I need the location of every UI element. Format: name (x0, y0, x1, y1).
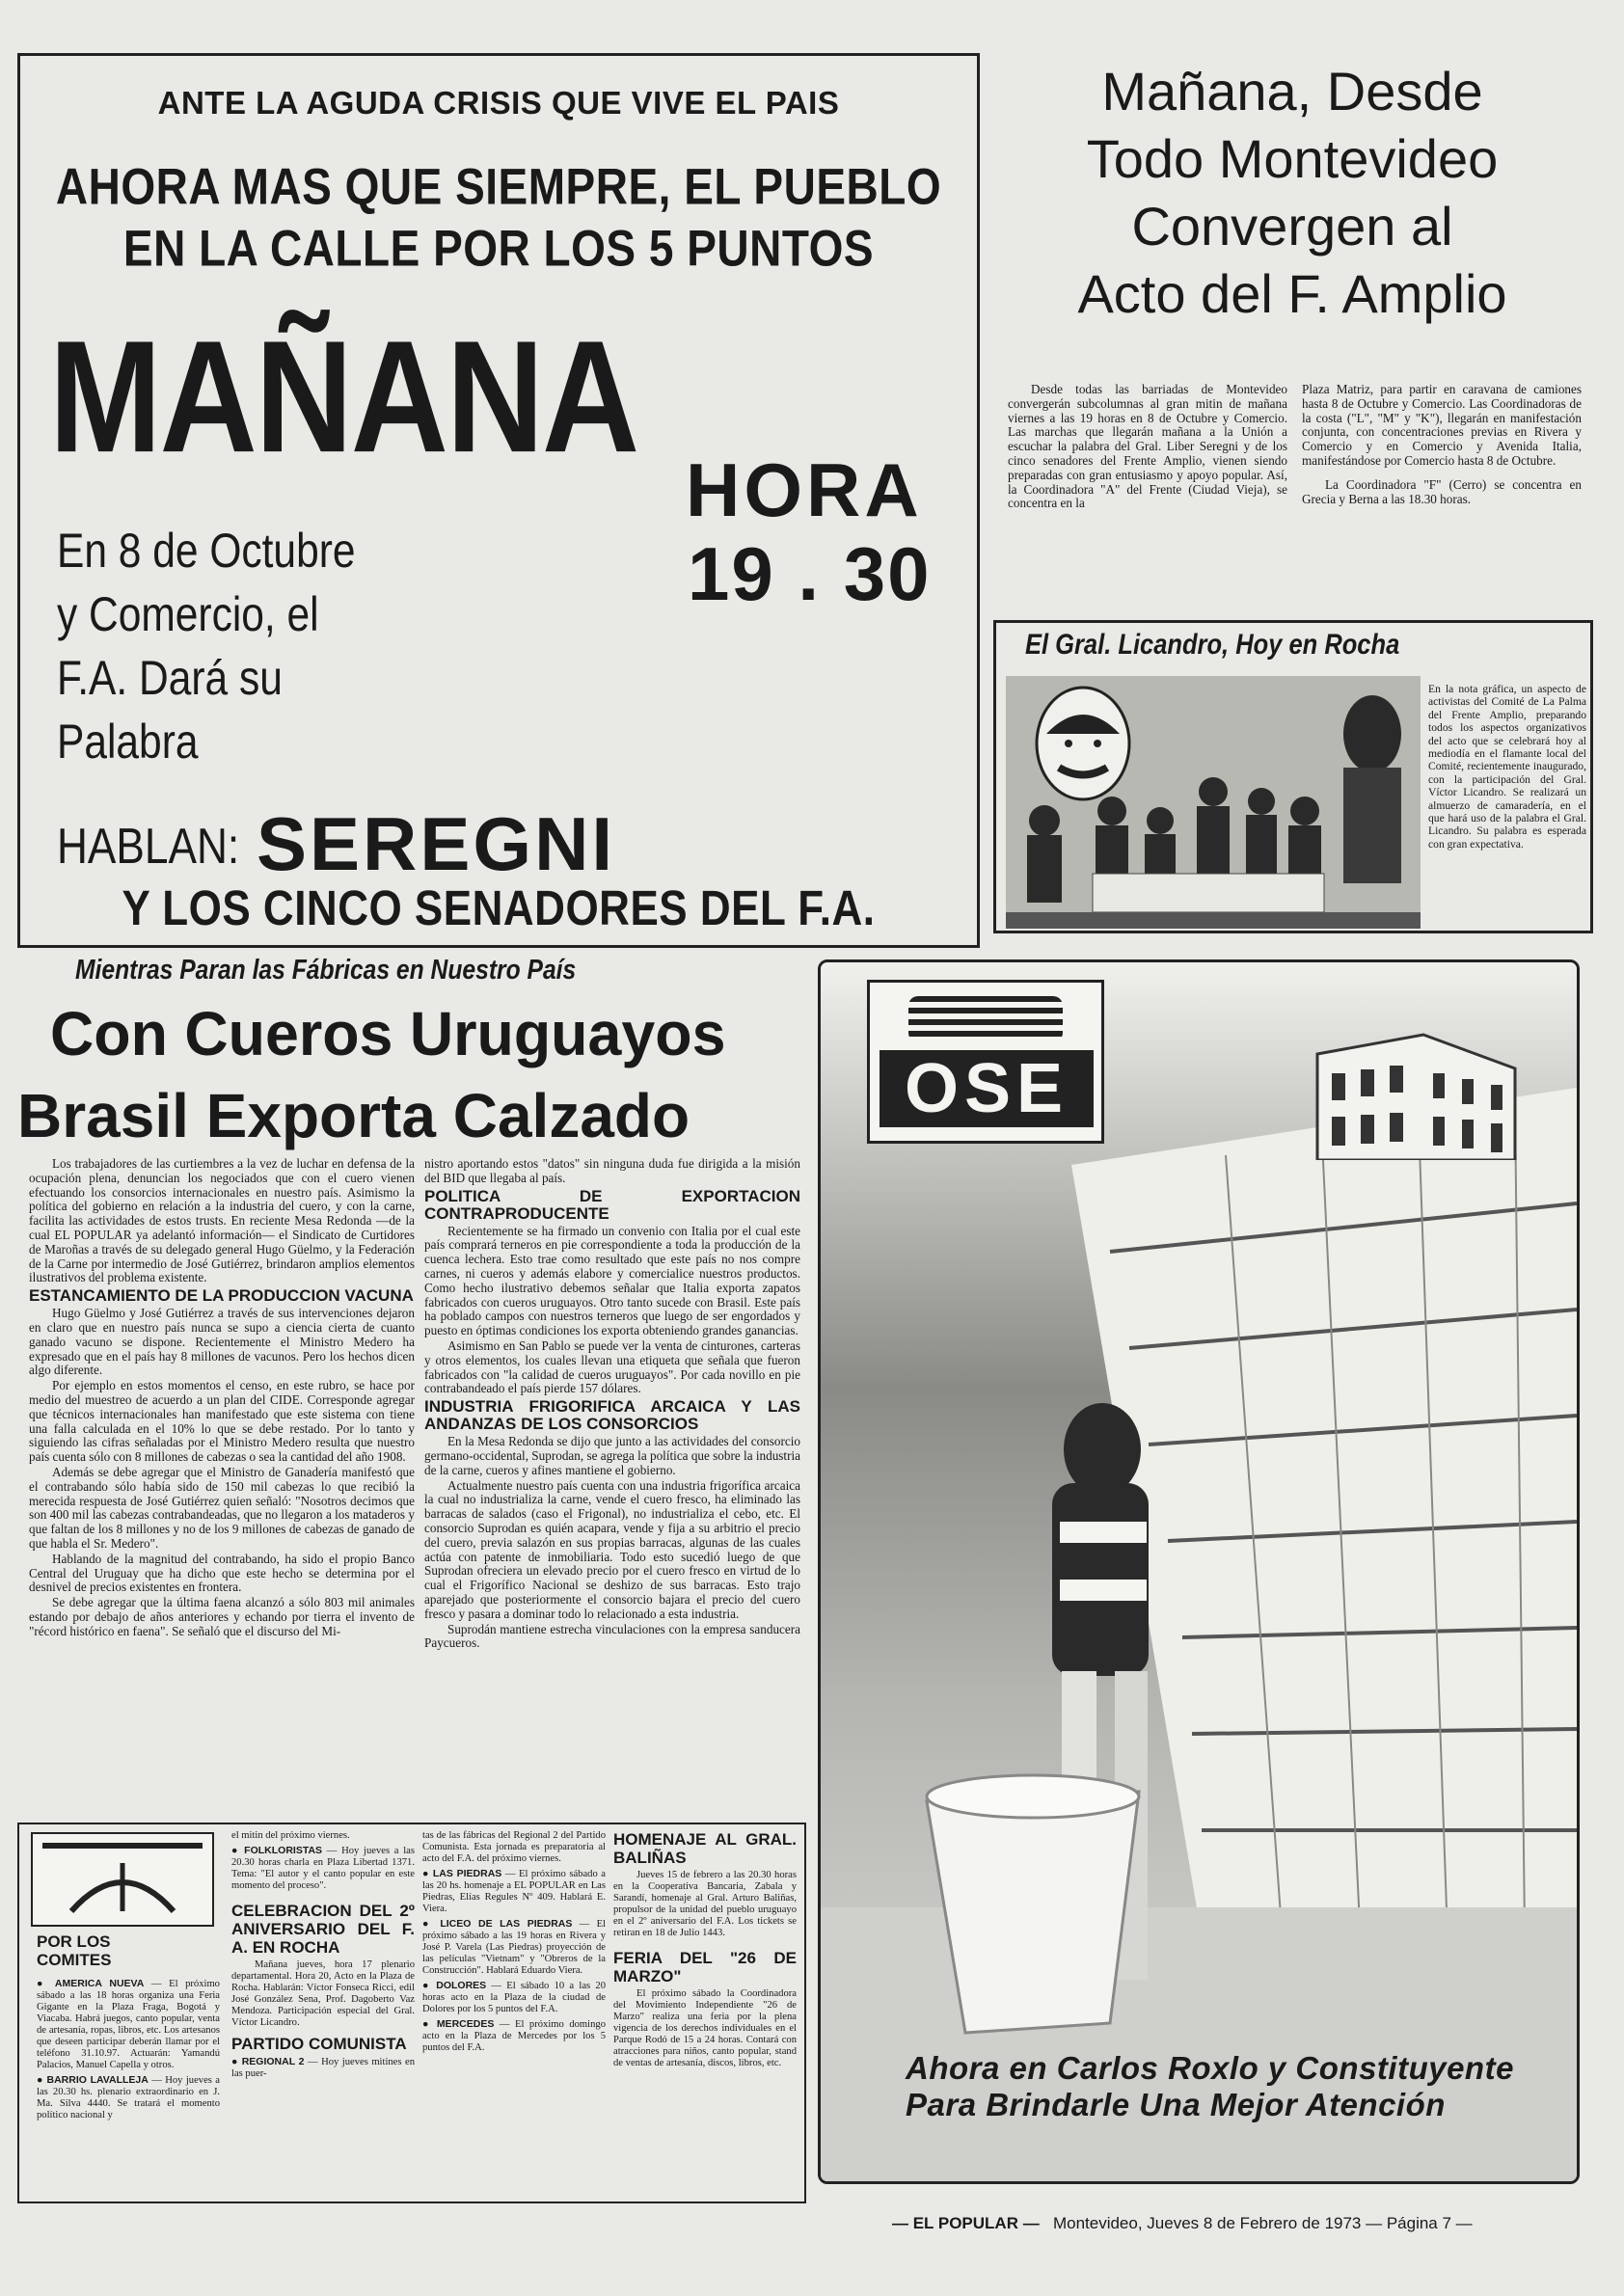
fa-headline-line: Convergen al (1131, 196, 1453, 257)
ad-place-line: y Comercio, el (57, 587, 319, 641)
fa-col2 (1302, 383, 1582, 507)
cueros-headline-2: Brasil Exporta Calzado (17, 1081, 690, 1150)
comites-item: ● LICEO DE LAS PIEDRAS — El próximo sábado a las 19 horas en Rivera y José P. Varela (Las Piedras) proyección de las películas "Vietnam" y "Obreros de la Construcción". Hablará Eduardo Viera. (422, 1918, 606, 1976)
comites-col2 (231, 1830, 415, 2080)
licandro-photo-image (1006, 676, 1421, 929)
comites-item: ● AMERICA NUEVA — El próximo sábado a las 18 horas organiza una Feria Gigante en la Plaza Fraga, Bogotá y Viacaba. Habrá juegos, canto popular, venta de artesanía, ropas, libros, etc. Los artesanos que deseen participar deberán llamar por el teléfono 31.10.97. Actuarán: Yamandú Palacios, Manuel Capella y otros. (37, 1978, 220, 2070)
cueros-paragraph: Actualmente nuestro país cuenta con una industria frigorífica arcaica la cual no industrializa la carne, vende el cuero fresco, ha eliminado las barracas de salados (caso el Frigonal), no industrializa el cebo, etc. El consorcio Suprodan es quién acapara, vende y fija a su arbitrio el precio del cuero, previa salazón en sus propias barracas, algunas de las cuales actúa con patente de inmobiliaria. Todo esto sucedió luego de que Suprodan ofreciera un elevado precio por el cuero fresco en virtud de lo cual el Frigorífico Nacional se deshizo de sus barracas. Esto trajo aparejado que posteriormente el consorcio bajara el precio del cuero fresco y pasara a dominar todo lo relacionado a esta industria. (424, 1477, 800, 1621)
ose-logo-text: OSE (880, 1050, 1094, 1127)
ad-senadores: Y LOS CINCO SENADORES DEL F.A. (122, 881, 876, 936)
ad-line3: EN LA CALLE POR LOS 5 PUNTOS (122, 219, 875, 277)
cueros-paragraph: En la Mesa Redonda se dijo que junto a las actividades del consorcio germano-occidental, Suprodan, se agrega la política que sobre la industria de la carne, cueros y afines mantiene el gobierno. (424, 1434, 800, 1477)
comites-item: ● MERCEDES — El próximo domingo acto en la Plaza de Mercedes por los 5 puntos del F.A. (422, 2018, 606, 2053)
ose-ad (818, 959, 1580, 2184)
homenaje-text: Jueves 15 de febrero a las 20.30 horas en la Cooperativa Bancaria, Zabala y Sarandí, homenaje al Gral. Arturo Baliñas, propulsor de la unidad del pueblo uruguayo en el 2º aniversario del F.A. Los tickets se retiran en 18 de Julio 1443. (613, 1870, 797, 1938)
comites-item: ● BARRIO LAVALLEJA — Hoy jueves a las 20.30 hs. plenario extraordinario en J. Ma. Silva 4440. Se tratará el momento político nacional y (37, 2074, 220, 2120)
aniversario-text: Mañana jueves, hora 17 plenario departamental. Hora 20, Acto en la Plaza de Rocha. Hablarán: Víctor Fonseca Ricci, edil José González Sena, Prof. Dagoberto Vaz Mendoza. Participación especial del Gral. Víctor Licandro. (231, 1959, 415, 2028)
cueros-paragraph: Los trabajadores de las curtiembres a la vez de luchar en defensa de la ocupación plena, denuncian los negociados que con el cuero vienen efectuando los consorcios internacionales en nuestro país. Asimismo la política del gobierno en relación a la industria del cuero, y con la carne, facilita las actividades de estos trusts. En reciente Mesa Redonda —de la cual EL POPULAR ya adelantó información— el Sindicato de Curtidores de Maroñas a través de su delegado general Hugo Güelmo, y la Federación de la Carne por intermedio de José Gutiérrez, brindaron amplios elementos ilustrativos del problema existente. (29, 1156, 415, 1285)
rally-ad (17, 53, 980, 948)
ose-old-building (1308, 1015, 1520, 1160)
ad-place-line: En 8 de Octubre (57, 524, 356, 578)
homenaje-title: HOMENAJE AL GRAL. BALIÑAS (613, 1830, 797, 1867)
cueros-paragraph: Hablando de la magnitud del contrabando, ha sido el propio Banco Central del Uruguay que ha dicho que este hecho se determina por el desnivel de precios existentes en frontera. (29, 1551, 415, 1595)
cueros-subhead: ESTANCAMIENTO DE LA PRODUCCION VACUNA (29, 1286, 414, 1306)
ad-hablan: HABLAN: (57, 819, 240, 875)
comites-col3-top: tas de las fábricas del Regional 2 del Partido Comunista. Esta jornada es preparatoria al acto del F.A. del próximo viernes. (422, 1830, 606, 1864)
ad-line2: AHORA MAS QUE SIEMPRE, EL PUEBLO (55, 157, 942, 215)
cueros-paragraph: Se debe agregar que la última faena alcanzó a sólo 803 mil animales estando por debajo de años anteriores y echando por tierra el invento de "récord histórico en faena". Se señaló que el discurso del Mi- (29, 1595, 415, 1638)
comites-item: ● LAS PIEDRAS — El próximo sábado a las 20 hs. homenaje a EL POPULAR en Las Piedras, Elías Regules Nº 409. Hablará E. Viera. (422, 1868, 606, 1914)
comites-item-text: El próximo domingo acto en la Plaza de Mercedes por los 5 puntos del F.A. (422, 2019, 606, 2053)
licandro-photo (1006, 676, 1421, 929)
fa-col1 (1008, 383, 1287, 512)
comites-item-text: El sábado 10 a las 20 horas acto en la Plaza de la ciudad de Dolores por los 5 puntos del F.A. (422, 1981, 606, 2014)
ad-place-line: Palabra (57, 715, 199, 769)
comites-col2-top: el mitin del próximo viernes. (231, 1830, 350, 1841)
comites-item-name: DOLORES (436, 1980, 487, 1991)
comites-box (17, 1823, 806, 2203)
comites-item-text: El próximo sábado a las 20 hs. homenaje a EL POPULAR en Las Piedras, Elías Regules Nº 409. Hablará E. Viera. (422, 1869, 606, 1914)
cueros-paragraph: Recientemente se ha firmado un convenio con Italia por el cual este país comprará terneros en pie correspondiente a toda la producción de la cuenca lechera. Esto trae como resultado que este país no nos compre carnes, ni cueros y además elabore y comercialice nuestros productos. Como hecho ilustrativo debemos señalar que Italia exporta zapatos fabricados con cueros uruguayos. Otro tanto sucede con Brasil. Este país ha poblado campos con nuestros terneros que luego de ser engordados y puesto en óptimas condiciones los exporta obteniendo grandes ganancias. (424, 1223, 800, 1338)
comites-item-name: FOLKLORISTAS (244, 1845, 323, 1856)
footer-paper: — EL POPULAR — (892, 2214, 1040, 2232)
ad-place (57, 519, 408, 773)
comites-item-text: Hoy jueves mitines en las puer- (231, 2057, 415, 2079)
comites-item: ● DOLORES — El sábado 10 a las 20 horas acto en la Plaza de la ciudad de Dolores por los 5 puntos del F.A. (422, 1980, 606, 2014)
ad-seregni: SEREGNI (257, 801, 616, 886)
comites-item-text: El próximo sábado a las 19 horas en Rivera y José P. Varela (Las Piedras) proyección de las películas "Vietnam" y "Obreros de la Construcción". Hablará Eduardo Viera. (422, 1919, 606, 1976)
fa-col2-text: Plaza Matriz, para partir en caravana de camiones hasta 8 de Octubre y Comercio. Las Coordinadoras de la costa ("L", "M" y "K"), llegarán en manifestación conjunta, con concentraciones previas en Rivera y Comercio y en Comercio y Avenida Italia, manifestándose por Comercio hasta 8 de Octubre. (1302, 382, 1582, 468)
cueros-col2 (424, 1157, 800, 1652)
comites-item-name: AMERICA NUEVA (54, 1978, 145, 1989)
cueros-paragraph: Suprodán mantiene estrecha vinculaciones con la empresa sanducera Paycueros. (424, 1621, 800, 1651)
comites-title: POR LOS COMITES (37, 1932, 112, 1969)
cueros-subhead: POLITICA DE EXPORTACION CONTRAPRODUCENTE (424, 1186, 800, 1223)
licandro-title: El Gral. Licandro, Hoy en Rocha (1025, 629, 1400, 661)
licandro-caption: En la nota gráfica, un aspecto de activistas del Comité de La Palma del Frente Amplio, preparando todos los aspectos organizativos del acto que se celebrará hoy al mediodía en el flamante local del Comité, recientemente inaugurado, con la participación del Gral. Víctor Licandro. Se realizará un almuerzo de camaradería, en el que hará uso de la palabra el Gral. Licandro. Su palabra es esperada con gran expectativa. (1428, 683, 1586, 851)
fa-headline-line: Todo Montevideo (1086, 128, 1499, 189)
comites-item-text: El próximo sábado a las 18 horas organiza una Feria Gigante en la Plaza Fraga, Bogotá y Viacaba. Habrá juegos, canto popular, venta de artesanía, ropas, libros, etc. Los artesanos que deseen participar deberán llamar por el teléfono 31.10.97. Actuarán: Yamandú Palacios, Manuel Capella y otros. (37, 1979, 220, 2070)
cueros-paragraph: nistro aportando estos "datos" sin ninguna duda fue dirigida a la misión del BID que llegaba al país. (424, 1156, 800, 1185)
comites-col3 (422, 1830, 606, 2054)
fa-col2-text: La Coordinadora "F" (Cerro) se concentra en Grecia y Berna a las 18.30 horas. (1302, 476, 1582, 506)
licandro-box (993, 620, 1593, 933)
fa-headline-line: Acto del F. Amplio (1077, 263, 1507, 324)
cueros-headline-1: Con Cueros Uruguayos (50, 999, 726, 1068)
feria-text: El próximo sábado la Coordinadora del Movimiento Independiente "26 de Marzo" realiza una feria por la plena vigencia de los derechos individuales en el Parque Rodó de 15 a 24 horas. Contará con atracciones para niños, canto popular, stand de ventas de artesanía, discos, libros, etc. (613, 1988, 797, 2068)
cueros-paragraph: Por ejemplo en estos momentos el censo, en este rubro, se hace por medio del muestreo de acuerdo a un plan del CIDE. Corresponde agregar que técnicos internacionales han manifestado que este sistema con tiene una falla calculada en el 10% lo que se debe restado. Por lo tanto y siguiendo las cifras señaladas por el Ministro Medero resulta que nuestro país cuenta sólo con 8 millones de cabezas o sea la cantidad del año 1908. (29, 1378, 415, 1465)
ad-hora-time: 19 . 30 (688, 531, 932, 616)
comites-item-text: Hoy jueves a las 20.30 horas charla en Plaza Libertad 1371. Tema: "El autor y el canto popular en este momento del proceso". (231, 1846, 415, 1891)
cueros-paragraph: Asimismo en San Pablo se puede ver la venta de cinturones, carteras y otros elementos, los cuales llevan una etiqueta que señala que fueron fabricados con "la calidad de cueros uruguayos". Por cada novillo en pie contrabandeado el país pierde 157 dólares. (424, 1337, 800, 1396)
aniversario-title: CELEBRACION DEL 2º ANIVERSARIO DEL F. A. EN ROCHA (231, 1902, 415, 1957)
comites-item-text: Hoy jueves a las 20.30 hs. plenario extraordinario en J. Ma. Silva 4440. Se tratará el momento político nacional y (37, 2075, 220, 2120)
comites-item-name: LICEO DE LAS PIEDRAS (440, 1918, 573, 1930)
ad-hora: HORA (686, 447, 923, 532)
comites-logo (31, 1832, 214, 1927)
fa-headline-line: Mañana, Desde (1101, 61, 1483, 122)
fa-headline (993, 58, 1591, 328)
comites-item: ● REGIONAL 2 — Hoy jueves mitines en las puer- (231, 2056, 415, 2079)
ose-caption: Ahora en Carlos Roxlo y Constituyente Para Brindarle Una Mejor Atención (906, 2050, 1514, 2122)
comites-item-name: REGIONAL 2 (241, 2056, 305, 2067)
comites-logo-image (33, 1834, 212, 1925)
ose-logo (867, 980, 1104, 1144)
ad-line1: ANTE LA AGUDA CRISIS QUE VIVE EL PAIS (157, 85, 840, 121)
comites-item-name: LAS PIEDRAS (432, 1868, 502, 1879)
comites-col1 (37, 1975, 220, 2121)
cueros-subhead: INDUSTRIA FRIGORIFICA ARCAICA Y LAS ANDANZAS DE LOS CONSORCIOS (424, 1397, 800, 1434)
cueros-kicker: Mientras Paran las Fábricas en Nuestro País (75, 955, 577, 986)
cueros-paragraph: Hugo Güelmo y José Gutiérrez a través de sus intervenciones dejaron en claro que en nuestro país nunca se supo a ciencia cierta de cuanto ganado vacuno se dispone. Recientemente el Ministro Medero ha expresado que en el país hay 8 millones de vacunos. Pero los hechos dicen algo diferente. (29, 1306, 415, 1378)
ose-logo-stripes (908, 996, 1063, 1042)
page-footer (892, 2214, 1586, 2233)
old-building-image (1308, 1015, 1520, 1160)
comites-item-name: BARRIO LAVALLEJA (46, 2074, 149, 2086)
footer-dateline: Montevideo, Jueves 8 de Febrero de 1973 — Página 7 — (1052, 2214, 1473, 2232)
feria-title: FERIA DEL "26 DE MARZO" (613, 1949, 797, 1985)
partido-title: PARTIDO COMUNISTA (231, 2035, 407, 2053)
ad-place-line: F.A. Dará su (57, 651, 283, 705)
ad-manana: MAÑANA (49, 307, 638, 486)
cueros-paragraph: Además se debe agregar que el Ministro de Ganadería manifestó que el contrabando sólo había sido de 150 mil cabezas lo que recibió la merecida respuesta de José Gutiérrez quien señaló: "Nosotros decimos que son 400 mil las cabezas contrabandeadas, que no llegaron a los mataderos y que faltan de los 8 millones y no de los 9 millones de cabezas de ganado de que habla el Sr. Medero". (29, 1464, 415, 1551)
comites-item: ● FOLKLORISTAS — Hoy jueves a las 20.30 horas charla en Plaza Libertad 1371. Tema: "El autor y el canto popular en este momento del proceso". (231, 1845, 415, 1891)
fa-col1-text: Desde todas las barriadas de Montevideo convergerán subcolumnas al gran mitin de mañana viernes a las 19 horas en 8 de Octubre y Comercio. Las marchas que llegarán mañana a la Unión a escuchar la palabra del Gral. Liber Seregni y de los cinco senadores del Frente Amplio, vienen siendo preparadas con gran entusiasmo y apoyo popular. Así, la Coordinadora "A" del Frente (Ciudad Vieja), se concentra en la (1008, 382, 1287, 511)
comites-item-name: MERCEDES (436, 2018, 495, 2030)
cueros-col1 (29, 1157, 415, 1640)
comites-col4 (613, 1830, 797, 2070)
